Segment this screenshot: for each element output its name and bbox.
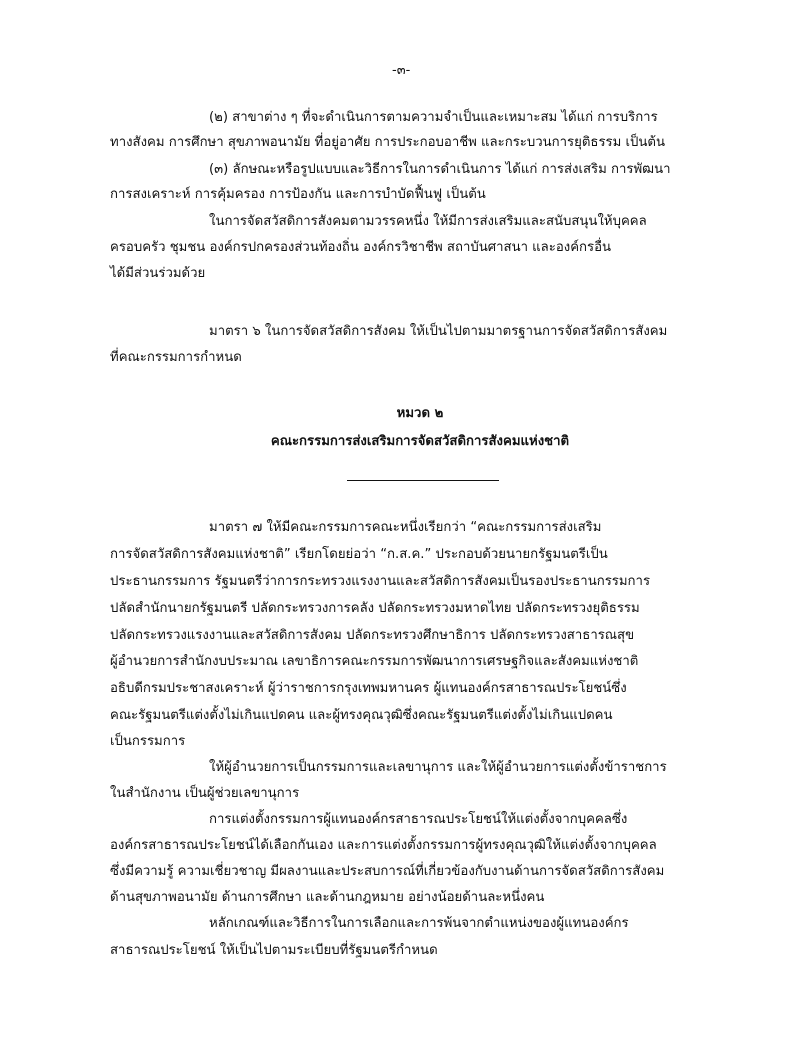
chapter-divider <box>347 480 499 481</box>
section-7-line-9: เป็นกรรมการ <box>110 734 186 749</box>
section-7-line-6: ผู้อำนวยการสำนักงบประมาณ เลขาธิการคณะกรรมการพัฒนาการเศรษฐกิจและสังคมแห่งชาติ <box>110 654 639 669</box>
section-7-para3-line-4: ด้านสุขภาพอนามัย ด้านการศึกษา และด้านกฎหมาย อย่างน้อยด้านละหนึ่งคน <box>110 890 545 905</box>
section-7-line-2: การจัดสวัสดิการสังคมแห่งชาติ” เรียกโดยย่อว่า “ก.ส.ค.” ประกอบด้วยนายกรัฐมนตรีเป็น <box>110 547 608 562</box>
section-7-para3-line-1: การแต่งตั้งกรรมการผู้แทนองค์กรสาธารณประโยชน์ให้แต่งตั้งจากบุคคลซึ่ง <box>209 812 628 827</box>
intro-paragraph-line-1: ในการจัดสวัสดิการสังคมตามวรรคหนึ่ง ให้มีการส่งเสริมและสนับสนุนให้บุคคล <box>209 214 647 229</box>
section-7-para2-line-2: ในสำนักงาน เป็นผู้ช่วยเลขานุการ <box>110 786 300 801</box>
section-7-para4-line-2: สาธารณประโยชน์ ให้เป็นไปตามระเบียบที่รัฐมนตรีกำหนด <box>110 943 438 958</box>
section-7-para3-line-2: องค์กรสาธารณประโยชน์ได้เลือกกันเอง และการแต่งตั้งกรรมการผู้ทรงคุณวุฒิให้แต่งตั้งจากบุคคล <box>110 838 657 853</box>
section-7-line-3: ประธานกรรมการ รัฐมนตรีว่าการกระทรวงแรงงานและสวัสดิการสังคมเป็นรองประธานกรรมการ <box>110 574 651 589</box>
section-7-line-7: อธิบดีกรมประชาสงเคราะห์ ผู้ว่าราชการกรุงเทพมหานคร ผู้แทนองค์กรสาธารณประโยชน์ซึ่ง <box>110 681 627 696</box>
intro-paragraph-line-3: ได้มีส่วนร่วมด้วย <box>110 266 206 281</box>
item-3-line-1: (๓) ลักษณะหรือรูปแบบและวิธีการในการดำเนินการ ได้แก่ การส่งเสริม การพัฒนา <box>209 162 671 177</box>
section-7-para2-line-1: ให้ผู้อำนวยการเป็นกรรมการและเลขานุการ และให้ผู้อำนวยการแต่งตั้งข้าราชการ <box>209 760 667 775</box>
item-3-line-2: การสงเคราะห์ การคุ้มครอง การป้องกัน และการบำบัดฟื้นฟู เป็นต้น <box>110 187 486 202</box>
page-number: -๓- <box>392 63 411 78</box>
section-7-line-8: คณะรัฐมนตรีแต่งตั้งไม่เกินแปดคน และผู้ทรงคุณวุฒิซึ่งคณะรัฐมนตรีแต่งตั้งไม่เกินแปดคน <box>110 708 613 723</box>
section-7-line-4: ปลัดสำนักนายกรัฐมนตรี ปลัดกระทรวงการคลัง ปลัดกระทรวงมหาดไทย ปลัดกระทรวงยุติธรรม <box>110 601 640 616</box>
chapter-number: หมวด ๒ <box>396 406 444 421</box>
section-6-line-1: มาตรา ๖ ในการจัดสวัสดิการสังคม ให้เป็นไปตามมาตรฐานการจัดสวัสดิการสังคม <box>209 324 668 339</box>
chapter-title: คณะกรรมการส่งเสริมการจัดสวัสดิการสังคมแห่งชาติ <box>270 434 570 449</box>
intro-paragraph-line-2: ครอบครัว ชุมชน องค์กรปกครองส่วนท้องถิ่น องค์กรวิชาชีพ สถาบันศาสนา และองค์กรอื่น <box>110 240 612 255</box>
section-7-para3-line-3: ซึ่งมีความรู้ ความเชี่ยวชาญ มีผลงานและประสบการณ์ที่เกี่ยวข้องกับงานด้านการจัดสวัสดิการสังคม <box>110 864 665 879</box>
item-2-line-1: (๒) สาขาต่าง ๆ ที่จะดำเนินการตามความจำเป็นและเหมาะสม ได้แก่ การบริการ <box>209 110 658 125</box>
section-6-line-2: ที่คณะกรรมการกำหนด <box>110 350 242 365</box>
section-7-line-5: ปลัดกระทรวงแรงงานและสวัสดิการสังคม ปลัดกระทรวงศึกษาธิการ ปลัดกระทรวงสาธารณสุข <box>110 628 635 643</box>
section-7-para4-line-1: หลักเกณฑ์และวิธีการในการเลือกและการพ้นจากตำแหน่งของผู้แทนองค์กร <box>209 916 629 931</box>
section-7-line-1: มาตรา ๗ ให้มีคณะกรรมการคณะหนึ่งเรียกว่า “คณะกรรมการส่งเสริม <box>209 520 602 535</box>
item-2-line-2: ทางสังคม การศึกษา สุขภาพอนามัย ที่อยู่อาศัย การประกอบอาชีพ และกระบวนการยุติธรรม เป็นต้น <box>110 135 666 150</box>
